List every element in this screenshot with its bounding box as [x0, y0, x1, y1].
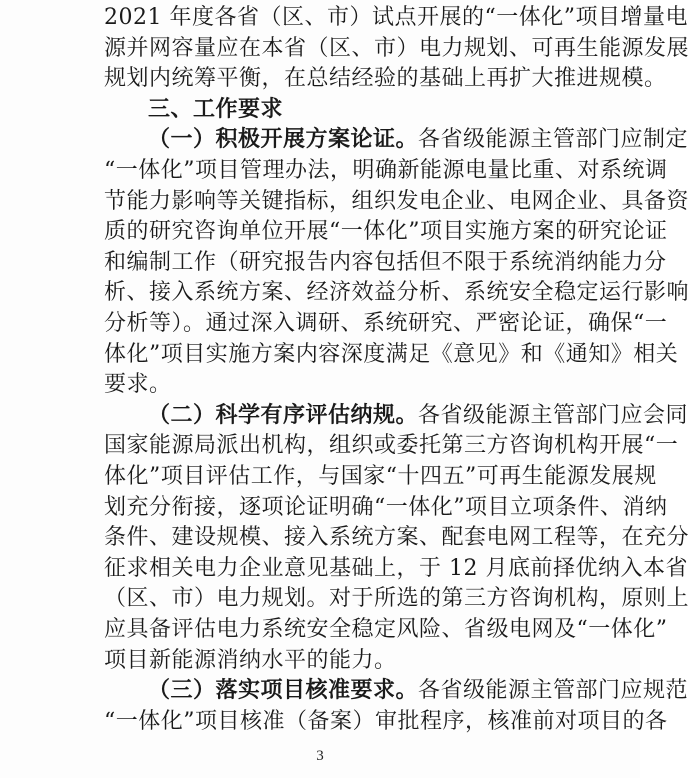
text-line: 2021 年度各省（区、市）试点开展的“一体化”项目增量电 [104, 5, 688, 30]
text-line: 源并网容量应在本省（区、市）电力规划、可再生能源发展 [104, 35, 689, 61]
paragraph-first-line [148, 126, 689, 154]
text-line: （区、市）电力规划。对于所选的第三方咨询机构，原则上 [104, 586, 689, 612]
paragraph-lead: （一）积极开展方案论证。 [148, 127, 419, 153]
text-line: 和编制工作（研究报告内容包括但不限于系统消纳能力分 [104, 249, 667, 275]
text-line: “一体化”项目核准（备案）审批程序，核准前对项目的各 [104, 708, 668, 734]
text-line: 体化”项目实施方案内容深度满足《意见》和《通知》相关 [104, 341, 679, 367]
text-line: 质的研究咨询单位开展“一体化”项目实施方案的研究论证 [104, 219, 668, 245]
text-line: 要求。 [104, 372, 172, 398]
paragraph-lead: （三）落实项目核准要求。 [148, 678, 419, 704]
paragraph-text: 各省级能源主管部门应会同 [418, 402, 689, 428]
paragraph-lead: （二）科学有序评估纳规。 [148, 402, 419, 428]
paragraph-text: 各省级能源主管部门应制定 [418, 127, 689, 153]
page-number: 3 [316, 748, 324, 764]
text-line: 条件、建设规模、接入系统方案、配套电网工程等，在充分 [104, 525, 689, 551]
text-line: 征求相关电力企业意见基础上，于 12 月底前择优纳入本省 [104, 555, 688, 581]
paragraph-first-line [148, 402, 689, 430]
text-line: 应具备评估电力系统安全稳定风险、省级电网及“一体化” [104, 617, 668, 642]
text-line: 国家能源局派出机构，组织或委托第三方咨询机构开展“一 [104, 433, 679, 459]
text-line: 项目新能源消纳水平的能力。 [104, 647, 397, 673]
text-line: 划充分衔接，逐项论证明确“一体化”项目立项条件、消纳 [104, 494, 668, 520]
text-line: 规划内统筹平衡，在总结经验的基础上再扩大推进规模。 [104, 66, 667, 92]
paragraph-first-line [148, 677, 689, 705]
text-line: 分析等）。通过深入调研、系统研究、严密论证，确保“一 [104, 311, 668, 336]
text-line: 析、接入系统方案、经济效益分析、系统安全稳定运行影响 [104, 280, 689, 306]
text-line: 体化”项目评估工作，与国家“十四五”可再生能源发展规 [104, 464, 657, 489]
text-line: “一体化”项目管理办法，明确新能源电量比重、对系统调 [104, 158, 668, 183]
text-line: 节能力影响等关键指标，组织发电企业、电网企业、具备资 [104, 188, 689, 214]
paragraph-text: 各省级能源主管部门应规范 [418, 678, 689, 704]
section-heading: 三、工作要求 [148, 96, 284, 122]
